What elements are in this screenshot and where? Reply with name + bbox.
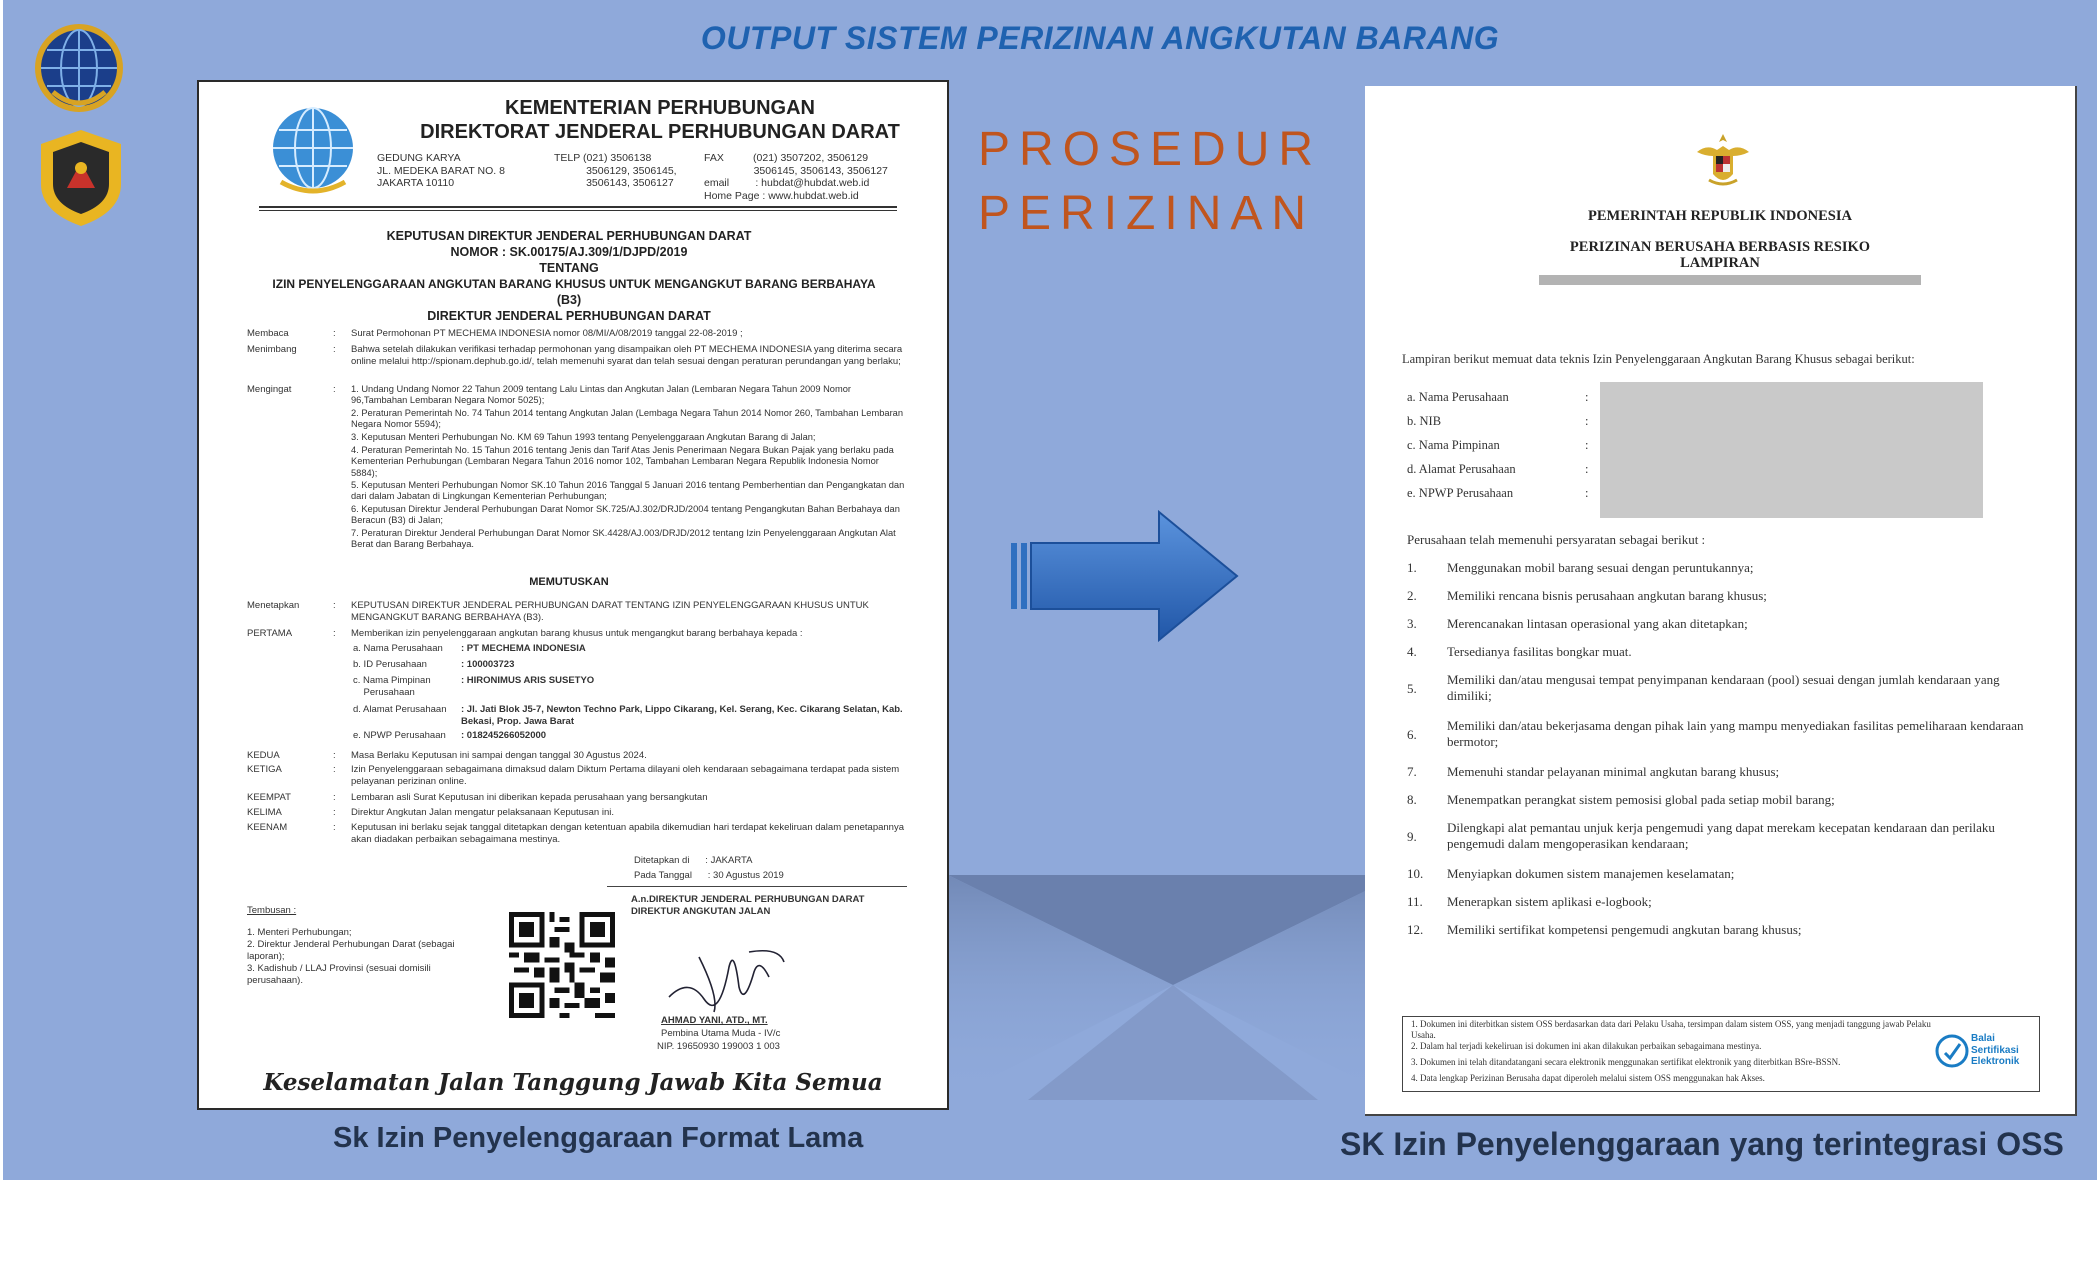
oss-field-label: e. NPWP Perusahaan <box>1407 486 1514 500</box>
oss-field-colon: : <box>1585 486 1589 500</box>
oss-field-label: a. Nama Perusahaan <box>1407 390 1509 404</box>
ditjen-hubdat-badge <box>37 128 125 228</box>
ditetapkan-di: Ditetapkan di : JAKARTA <box>634 855 753 866</box>
footnote-item: 4. Data lengkap Perizinan Berusaha dapat diperoleh melalui sistem OSS menggunakan hak Akses. <box>1411 1073 1765 1083</box>
field-label: e. NPWP Perusahaan <box>353 730 446 741</box>
old-doc-address: GEDUNG KARYA JL. MEDEKA BARAT NO. 8 JAKARTA 10110 <box>377 152 505 189</box>
requirement-text: Memiliki rencana bisnis perusahaan angkutan barang khusus; <box>1447 588 1767 603</box>
old-doc-signer-title: DIREKTUR JENDERAL PERHUBUNGAN DARAT <box>427 309 711 323</box>
signer-position: A.n.DIREKTUR JENDERAL PERHUBUNGAN DARAT DIREKTUR ANGKUTAN JALAN <box>631 894 865 917</box>
diktum-key: KEEMPAT <box>247 792 291 803</box>
redacted-company-data <box>1600 382 1983 518</box>
signer-name: AHMAD YANI, ATD., MT. <box>661 1015 768 1026</box>
header-rule <box>259 206 897 208</box>
tembusan-title: Tembusan : <box>247 905 297 916</box>
diktum-text: Masa Berlaku Keputusan ini sampai dengan tanggal 30 Agustus 2024. <box>351 750 647 761</box>
requirement-text: Memenuhi standar pelayanan minimal angkutan barang khusus; <box>1447 764 1780 779</box>
field-value: : 100003723 <box>461 659 515 670</box>
diktum-text: Direktur Angkutan Jalan mengatur pelaksanaan Keputusan ini. <box>351 807 615 818</box>
requirement-text: Merencanakan lintasan operasional yang akan ditetapkan; <box>1447 616 1748 631</box>
requirement-number: 1. <box>1407 560 1417 575</box>
old-doc-tentang: TENTANG <box>539 261 599 275</box>
requirement-number: 10. <box>1407 866 1424 881</box>
footnote-item: 3. Dokumen ini telah ditandatangani secara elektronik menggunakan sertifikat elektronik yang diterbitkan BSre-BSSN. <box>1411 1057 1841 1067</box>
diktum-key: KETIGA <box>247 764 282 775</box>
mengingat-item: 7. Peraturan Direktur Jenderal Perhubungan Darat Nomor SK.4428/AJ.003/DRJD/2012 tentang Izin Penyelenggaraan Angkutan Alat Berat dan Barang Berbahaya. <box>351 528 896 550</box>
requirement-number: 6. <box>1407 727 1417 742</box>
field-label: c. Nama Pimpinan Perusahaan <box>353 675 431 698</box>
old-doc-title-1: KEPUTUSAN DIREKTUR JENDERAL PERHUBUNGAN DARAT <box>386 229 752 243</box>
footnote-item: 1. Dokumen ini diterbitkan sistem OSS berdasarkan data dari Pelaku Usaha, tersimpan dalam sistem OSS, yang menjadi tanggung jawab Pelaku Usaha. <box>1411 1019 1931 1040</box>
menimbang-key: Menimbang <box>247 344 297 355</box>
field-value: : Jl. Jati Blok J5-7, Newton Techno Park, Lippo Cikarang, Kel. Serang, Kec. Cikarang Selatan, Kab. Bekasi, Prop. Jawa Barat <box>461 704 903 727</box>
old-doc-header <box>385 96 935 144</box>
qr-code <box>509 912 615 1018</box>
tembusan-item: 3. Kadishub / LLAJ Provinsi (sesuai domisili perusahaan). <box>247 963 431 986</box>
field-value: : 018245266052000 <box>461 730 547 741</box>
field-label: b. ID Perusahaan <box>353 659 427 670</box>
requirement-text: Menempatkan perangkat sistem pemosisi global pada setiap mobil barang; <box>1447 792 1835 807</box>
requirement-number: 3. <box>1407 616 1417 631</box>
footnote-box <box>1402 1016 2040 1092</box>
requirement-number: 12. <box>1407 922 1424 937</box>
menetapkan-text: KEPUTUSAN DIREKTUR JENDERAL PERHUBUNGAN DARAT TENTANG IZIN PENYELENGGARAAN KHUSUS UNTUK MENGANGKUT BARANG BERBAHAYA (B3). <box>351 600 869 623</box>
old-doc-fax: FAX (021) 3507202, 3506129 3506145, 3506143, 3506127 email : hubdat@hubdat.web.id Home Page : www.hubdat.web.id <box>704 152 888 202</box>
pertama-key: PERTAMA <box>247 628 293 639</box>
oss-field-label: c. Nama Pimpinan <box>1407 438 1500 452</box>
footnote-item: 2. Dalam hal terjadi kekeliruan isi dokumen ini akan dilakukan perbaikan sebagaimana mestinya. <box>1411 1041 1762 1051</box>
old-doc-telp: TELP (021) 3506138 3506129, 3506145, 3506143, 3506127 <box>554 152 677 189</box>
mengingat-item: 4. Peraturan Pemerintah No. 15 Tahun 2016 tentang Jenis dan Tarif Atas Jenis Penerimaan Negara Bukan Pajak yang berlaku pada Kementerian Perhubungan (Lembaran Negara Tahun 2016 nomor 102, Tambahan Lembaran Negara Republik Indonesia Nomor 5884); <box>351 445 894 478</box>
oss-header-government: PEMERINTAH REPUBLIK INDONESIA <box>1588 208 1852 224</box>
oss-field-label: d. Alamat Perusahaan <box>1407 462 1516 476</box>
mengingat-item: 5. Keputusan Menteri Perhubungan Nomor SK.10 Tahun 2016 Tanggal 5 Januari 2016 tentang Pemberhentian dan Pengangkatan dan dari dalam Jabatan di Lingkungan Kementerian Perhubungan; <box>351 480 905 502</box>
mengingat-item: 2. Peraturan Pemerintah No. 74 Tahun 2014 tentang Angkutan Jalan (Lembaga Negara Tahun 2014 Nomor 260, Tambahan Lembaran Negara Nomor 5594); <box>351 408 904 430</box>
old-doc-subject: IZIN PENYELENGGARAAN ANGKUTAN BARANG KHUSUS UNTUK MENGANGKUT BARANG BERBAHAYA <box>272 277 876 291</box>
slide <box>3 0 2097 1180</box>
ministry-globe-emblem <box>269 104 357 196</box>
menimbang-text: Bahwa setelah dilakukan verifikasi terhadap permohonan yang disampaikan oleh PT MECHEMA INDONESIA yang diterima secara online melalui http://spionam.dephub.go.id/, telah memenuhi syarat dan telah sesuai dengan peraturan perundangan yang berlaku; <box>351 344 903 367</box>
caption-oss-format: SK Izin Penyelenggaraan yang terintegrasi OSS <box>1340 1126 2064 1162</box>
requirement-number: 8. <box>1407 792 1417 807</box>
document-old-format: KEMENTERIAN PERHUBUNGAN DIREKTORAT JENDERAL PERHUBUNGAN DARAT GEDUNG KARYA JL. MEDEKA BARAT NO. 8 JAKARTA 10110 TELP (021) 3506138 3506129, 3506145, 3506143, 3506127 FAX (021) 3507202, 3506129 3506145, 3506143, 3506127 email : hubdat@hubdat.web.id Home Page : www.hubdat.web.id KEPUTUSAN DIREKTUR JENDERAL PERHUBUNGAN DARAT NOMOR : SK.00175/AJ.309/1/DJPD/2019 TENTANG IZIN PENYELENGGARAAN ANGKUTAN BARANG KHUSUS UNTUK MENGANGKUT BARANG BERBAHAYA (B3) DIREKTUR JENDERAL PERHUBUNGAN DARAT Membaca : Surat Permohonan PT MECHEMA INDONESIA nomor 08/MI/A/08/2019 tanggal 22-08-2019 ; Menimbang : Bahwa setelah dilakukan verifikasi terhadap permohonan yang disampaikan oleh PT MECHEMA INDONESIA yang diterima secara online melalui http://spionam.dephub.go.id/, telah memenuhi syarat dan telah sesuai dengan peraturan perundangan yang berlaku; Mengingat : 1. Undang Undang Nomor 22 Tahun 2009 tentang Lalu Lintas dan Angkutan Jalan (Lembaran Negara Tahun 2009 Nomor 96,Tambahan Lembaran Negara Nomor 5025); 2. Peraturan Pemerintah No. 74 Tahun 2014 tentang Angkutan Jalan (Lembaga Negara Tahun 2014 Nomor 260, Tambahan Lembaran Negara Nomor 5594); 3. Keputusan Menteri Perhubungan No. KM 69 Tahun 1993 tentang Penyelenggaraan Angkutan Barang di Jalan; 4. Peraturan Pemerintah No. 15 Tahun 2016 tentang Jenis dan Tarif Atas Jenis Penerimaan Negara Bukan Pajak yang berlaku pada Kementerian Perhubungan (Lembaran Negara Tahun 2016 nomor 102, Tambahan Lembaran Negara Republik Indonesia Nomor 5884); 5. Keputusan Menteri Perhubungan Nomor SK.10 Tahun 2016 Tanggal 5 Januari 2016 tentang Pemberhentian dan Pengangkatan dan dari dalam Jabatan di Lingkungan Kementerian Perhubungan; 6. Keputusan Direktur Jenderal Perhubungan Darat Nomor SK.725/AJ.302/DRJD/2004 tentang Pengangkutan Bahan Berbahaya dan Beracun (B3) di Jalan; 7. Peraturan Direktur Jenderal Perhubungan Darat Nomor SK.4428/AJ.003/DRJD/2012 tentang Izin Penyelenggaraan Angkutan Alat Berat dan Barang Berbahaya. MEMUTUSKAN Menetapkan : KEPUTUSAN DIREKTUR JENDERAL PERHUBUNGAN DARAT TENTANG IZIN PENYELENGGARAAN KHUSUS UNTUK MENGANGKUT BARANG BERBAHAYA (B3). PERTAMA : Memberikan izin penyelenggaraan angkutan barang khusus untuk mengangkut barang berbahaya kepada : a. Nama Perusahaan : PT MECHEMA INDONESIA b. ID Perusahaan : 100003723 c. Nama Pimpinan Perusahaan : HIRONIMUS ARIS SUSETYO d. Alamat Perusahaan : Jl. Jati Blok J5-7, Newton Techno Park, Lippo Cikarang, Kel. Serang, Kec. Cikarang Selatan, Kab. Bekasi, Prop. Jawa Barat e. NPWP Perusahaan : 018245266052000 KEDUA : Masa Berlaku Keputusan ini sampai dengan tanggal 30 Agustus 2024. KETIGA : Izin Penyelenggaraan sebagaimana dimaksud dalam Diktum Pertama dilayani oleh kendaraan sebagaimana terdapat pada sistem pelayanan perizinan online. KEEMPAT : Lembaran asli Surat Keputusan ini diberikan kepada perusahaan yang bersangkutan KELIMA : Direktur Angkutan Jalan mengatur pelaksanaan Keputusan ini. KEENAM : Keputusan ini berlaku sejak tanggal ditetapkan dengan ketentuan apabila dikemudian hari terdapat kekeliruan dalam penetapannya akan diadakan perbaikan sebagaimana mestinya. Ditetapkan di : JAKARTA Pada Tanggal : 30 Agustus 2019 Tembusan : 1. Menteri Perhubungan; 2. Direktur Jenderal Perhubungan Darat (sebagai laporan); 3. Kadishub / LLAJ Provinsi (sesuai domisili perusahaan). A.n.DIREKTUR JENDERAL PERHUBUNGAN DARAT DIREKTUR ANGKUTAN JALAN AHMAD YANI, ATD., MT. Pembina Utama Muda - IV/c NIP. 19650930 199003 1 003 Keselamatan Jalan Tanggung Jawab Kita Semua <box>197 80 949 1110</box>
diktum-key: KEDUA <box>247 750 280 761</box>
garuda-emblem <box>1693 130 1753 190</box>
oss-header-perizinan: PERIZINAN BERUSAHA BERBASIS RESIKO <box>1569 239 1871 255</box>
requirement-text: Dilengkapi alat pemantau unjuk kerja pengemudi yang dapat merekam kecepatan kendaraan dan perilaku pengemudi dalam mengoperasikan kendaraan; <box>1447 820 1995 851</box>
requirement-number: 7. <box>1407 764 1417 779</box>
field-label: a. Nama Perusahaan <box>353 643 443 654</box>
requirements-intro: Perusahaan telah memenuhi persyaratan sebagai berikut : <box>1407 532 1706 547</box>
oss-field-label: b. NIB <box>1407 414 1442 428</box>
tembusan-item: 1. Menteri Perhubungan; <box>247 927 352 938</box>
diktum-key: KEENAM <box>247 822 288 833</box>
requirement-number: 9. <box>1407 829 1417 844</box>
pertama-text: Memberikan izin penyelenggaraan angkutan barang khusus untuk mengangkut barang berbahaya kepada : <box>351 628 803 639</box>
old-doc-nomor: NOMOR : SK.00175/AJ.309/1/DJPD/2019 <box>450 245 688 259</box>
signer-nip: NIP. 19650930 199003 1 003 <box>657 1041 780 1052</box>
mengingat-item: 6. Keputusan Direktur Jenderal Perhubungan Darat Nomor SK.725/AJ.302/DRJD/2004 tentang Pengangkutan Bahan Berbahaya dan Beracun (B3) di Jalan; <box>351 504 900 526</box>
oss-field-colon: : <box>1585 390 1589 404</box>
signature <box>659 937 789 1017</box>
requirement-text: Tersedianya fasilitas bongkar muat. <box>1447 644 1632 659</box>
requirement-number: 4. <box>1407 644 1417 659</box>
caption-old-format: Sk Izin Penyelenggaraan Format Lama <box>333 1122 864 1154</box>
field-value: : PT MECHEMA INDONESIA <box>461 643 586 654</box>
signature-rule <box>607 886 907 887</box>
signer-rank: Pembina Utama Muda - IV/c <box>661 1028 781 1039</box>
diktum-text: Keputusan ini berlaku sejak tanggal ditetapkan dengan ketentuan apabila dikemudian hari terdapat kekeliruan dalam penetapannya akan diadakan perbaikan sebagaimana mestinya. <box>351 822 904 845</box>
prosedur-line-1: PROSEDUR <box>978 123 1323 176</box>
diktum-text: Izin Penyelenggaraan sebagaimana dimaksud dalam Diktum Pertama dilayani oleh kendaraan sebagaimana terdapat pada sistem pelayanan perizinan online. <box>351 764 900 787</box>
requirement-number: 11. <box>1407 894 1423 909</box>
requirement-text: Menerapkan sistem aplikasi e-logbook; <box>1447 894 1652 909</box>
requirement-number: 2. <box>1407 588 1417 603</box>
requirement-text: Memiliki sertifikat kompetensi pengemudi angkutan barang khusus; <box>1447 922 1802 937</box>
old-doc-b3: (B3) <box>556 293 582 307</box>
redacted-certificate-number <box>1539 275 1921 285</box>
oss-header-lampiran: LAMPIRAN <box>1680 255 1760 271</box>
field-label: d. Alamat Perusahaan <box>353 704 447 715</box>
oss-intro: Lampiran berikut memuat data teknis Izin Penyelenggaraan Angkutan Barang Khusus sebagai berikut: <box>1402 352 1915 366</box>
bsre-logo-icon <box>1935 1031 1969 1071</box>
requirement-text: Menyiapkan dokumen sistem manajemen keselamatan; <box>1447 866 1735 881</box>
diktum-text: Lembaran asli Surat Keputusan ini diberikan kepada perusahaan yang bersangkutan <box>351 792 708 803</box>
requirement-text: Memiliki dan/atau mengusai tempat penyimpanan kendaraan (pool) sesuai dengan jumlah kendaraan yang dimiliki; <box>1447 672 2000 703</box>
motto-footer: Keselamatan Jalan Tanggung Jawab Kita Semua <box>263 1069 883 1096</box>
decorative-reflection <box>948 875 1398 1100</box>
requirement-text: Menggunakan mobil barang sesuai dengan peruntukannya; <box>1447 560 1754 575</box>
memutuskan-heading: MEMUTUSKAN <box>529 576 609 588</box>
requirement-number: 5. <box>1407 681 1417 696</box>
mengingat-key: Mengingat <box>247 384 292 395</box>
menetapkan-key: Menetapkan <box>247 600 300 611</box>
old-doc-directorate: DIREKTORAT JENDERAL PERHUBUNGAN DARAT <box>420 121 900 143</box>
old-doc-ministry: KEMENTERIAN PERHUBUNGAN <box>504 97 815 119</box>
membaca-text: Surat Permohonan PT MECHEMA INDONESIA nomor 08/MI/A/08/2019 tanggal 22-08-2019 ; <box>351 328 743 339</box>
document-oss-integrated <box>1365 86 2077 1116</box>
prosedur-heading <box>978 118 1322 246</box>
tanggal-ditetapkan: Pada Tanggal : 30 Agustus 2019 <box>634 870 784 881</box>
requirement-text: Memiliki dan/atau bekerjasama dengan pihak lain yang mampu menyediakan fasilitas pemeliharaan kendaraan bermotor; <box>1447 718 2024 749</box>
diktum-key: KELIMA <box>247 807 282 818</box>
right-arrow-icon <box>1011 510 1239 642</box>
oss-field-colon: : <box>1585 438 1589 452</box>
membaca-key: Membaca <box>247 328 289 339</box>
field-value: : HIRONIMUS ARIS SUSETYO <box>461 675 595 686</box>
mengingat-item: 1. Undang Undang Nomor 22 Tahun 2009 tentang Lalu Lintas dan Angkutan Jalan (Lembaran Negara Tahun 2009 Nomor 96,Tambahan Lembaran Negara Nomor 5025); <box>351 384 851 406</box>
header-rule-thin <box>259 210 897 211</box>
oss-field-colon: : <box>1585 414 1589 428</box>
bsre-logo-text: Balai Sertifikasi Elektronik <box>1971 1033 2020 1067</box>
slide-title: OUTPUT SISTEM PERIZINAN ANGKUTAN BARANG <box>700 20 1500 56</box>
oss-field-colon: : <box>1585 462 1589 476</box>
mengingat-item: 3. Keputusan Menteri Perhubungan No. KM 69 Tahun 1993 tentang Penyelenggaraan Angkutan Barang di Jalan; <box>351 432 816 442</box>
prosedur-line-2: PERIZINAN <box>978 187 1316 240</box>
tembusan-item: 2. Direktur Jenderal Perhubungan Darat (sebagai laporan); <box>247 939 455 962</box>
